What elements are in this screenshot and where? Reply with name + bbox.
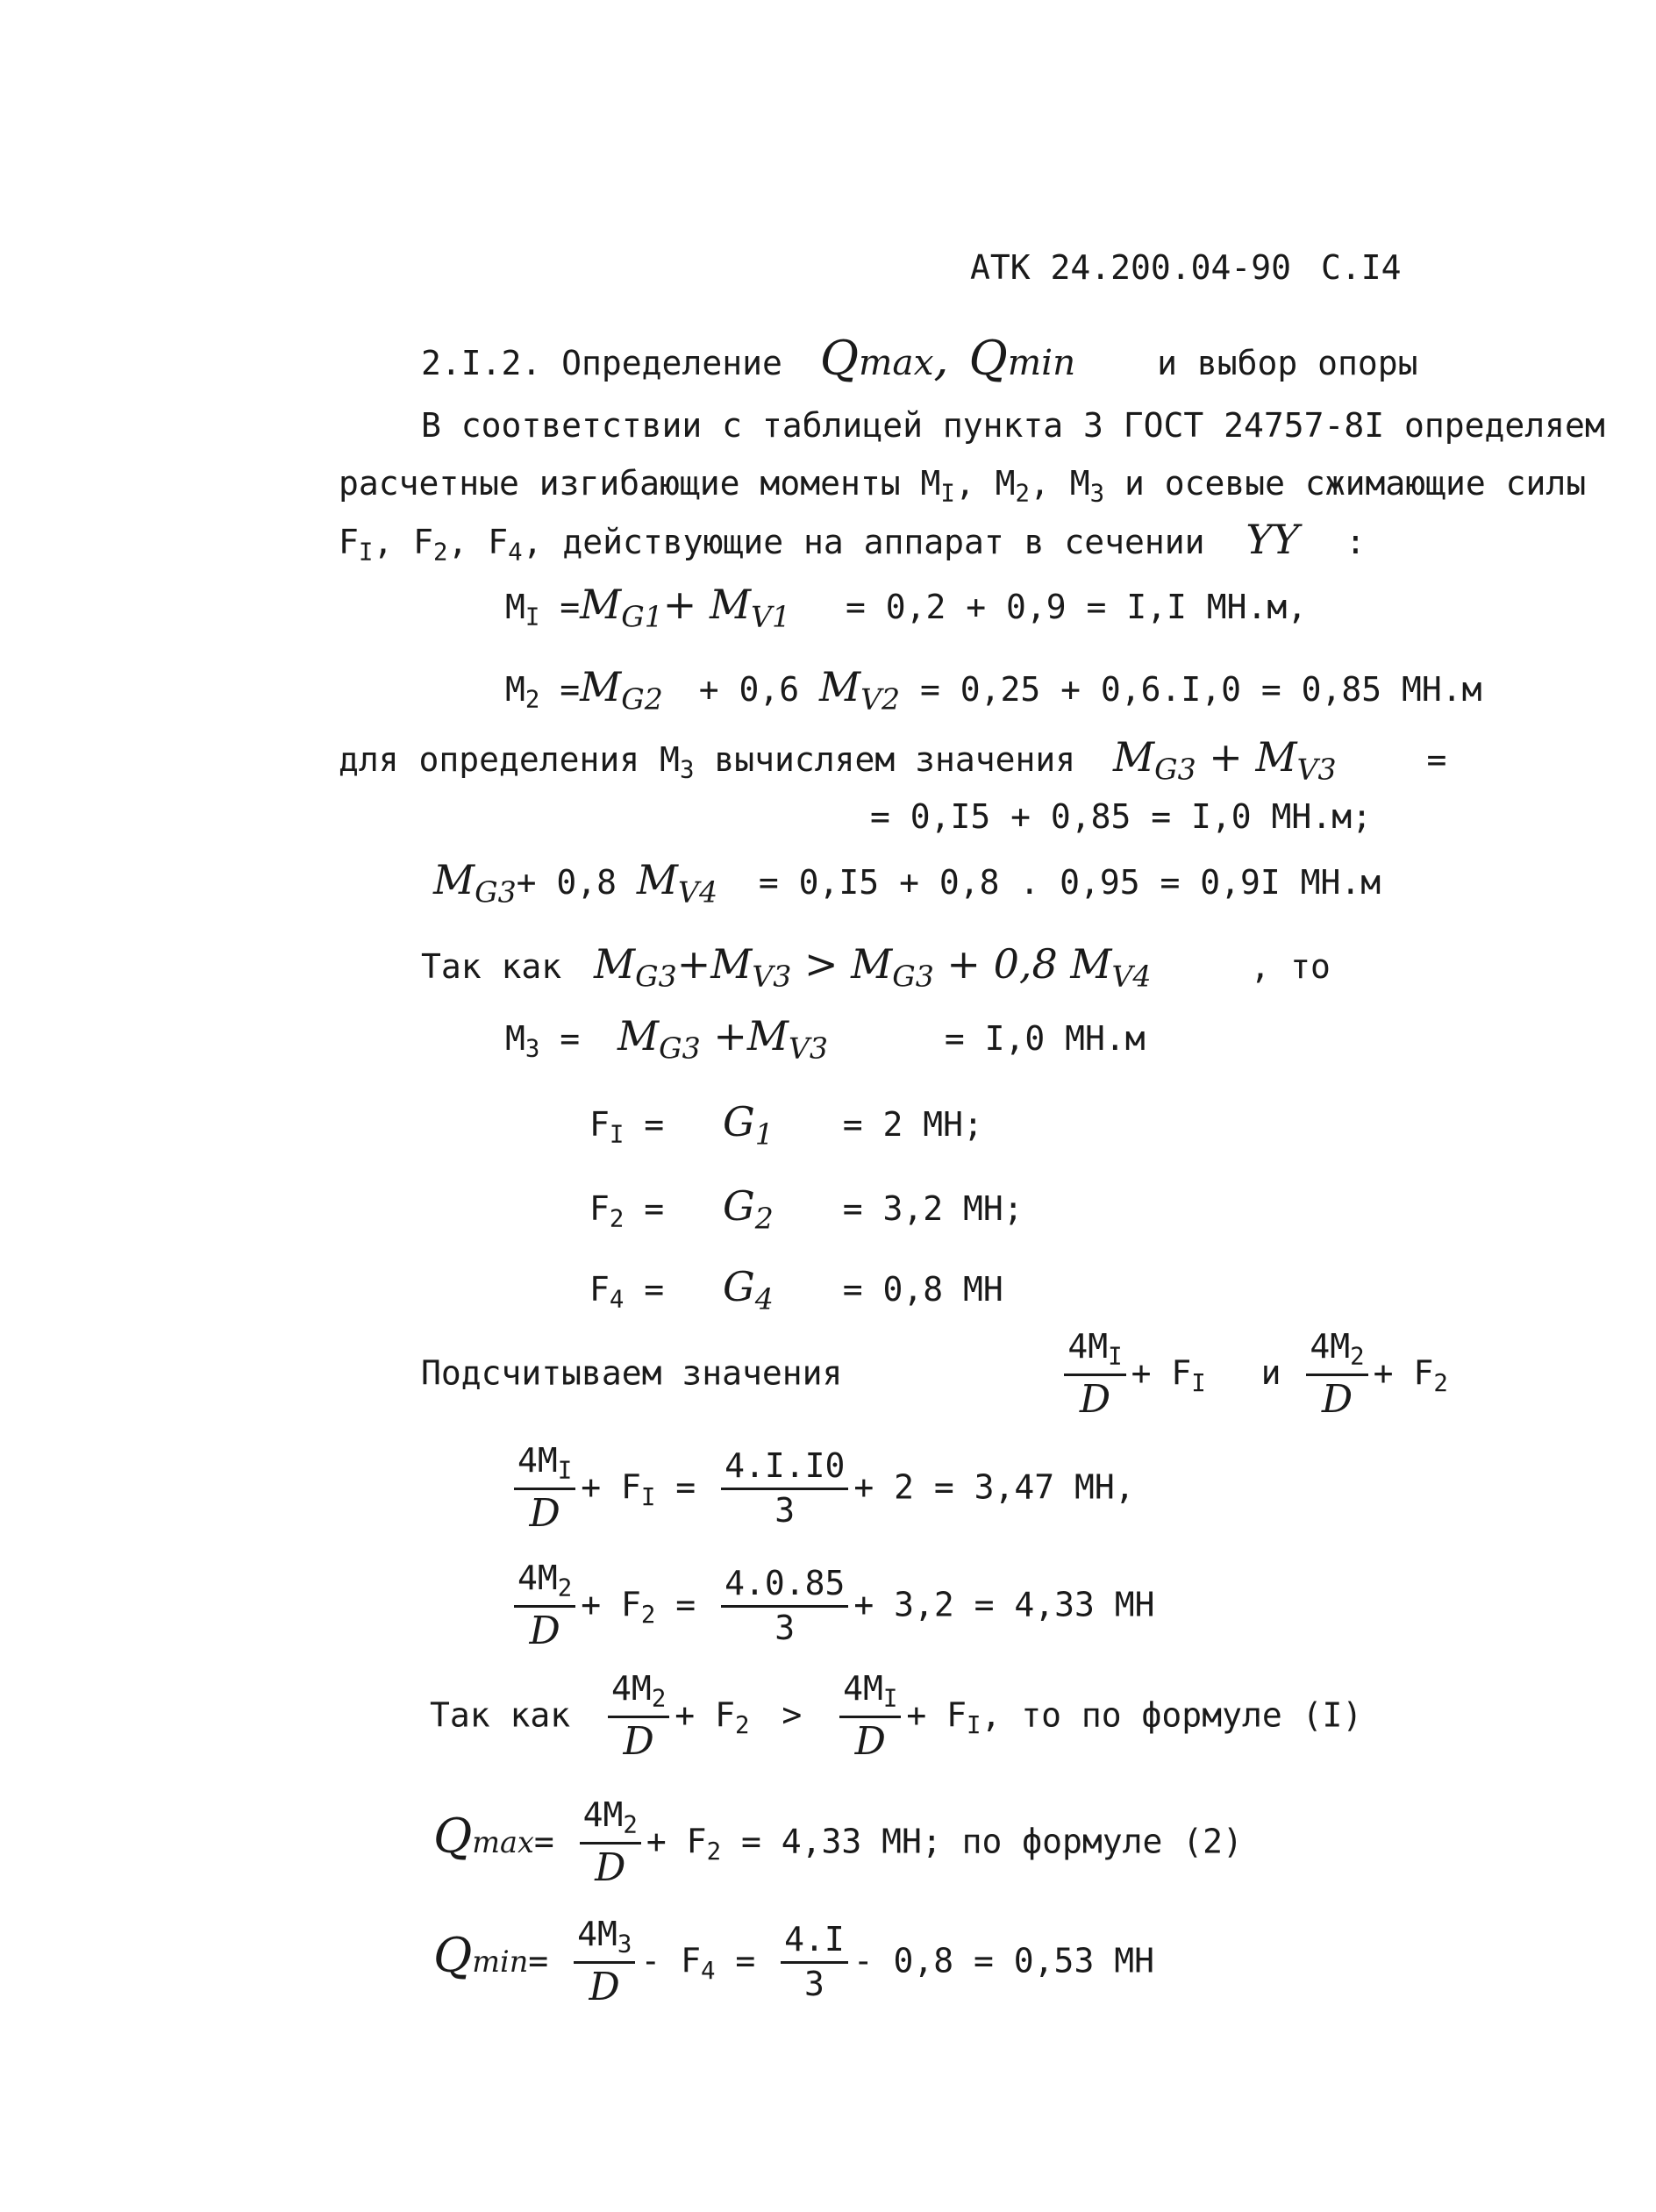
force-f4: $F_4 = G_4 = 0,8$ МН (589, 1263, 1003, 1316)
fraction-4m2-d: $\frac{4M_2}{D}$ (1306, 1330, 1367, 1421)
intro-line-3: $F_I$, $F_2$, $F_4$, действующие на аппарат в сечении YY : (339, 516, 1366, 567)
document-code: АТК 24.200.04-90 (970, 248, 1292, 287)
equation-m2: $M_2 =M_{G2} + 0,6$ $M_{V2} = 0,25 + 0,6.I,0 = 0,85$ МН.м (505, 663, 1482, 717)
section-word: Определение (561, 344, 782, 382)
q-max-symbol: Qmax (819, 331, 934, 386)
m3-intro: для определения $M_3$ вычисляем значения $M_{G3} + M_{V3}$ = (339, 733, 1447, 787)
intro-line-2: расчетные изгибающие моменты $M_I$, $M_2$, $M_3$ и осевые сжимающие силы (339, 464, 1587, 508)
equation-m3-final: $M_3 = M_{G3} +M_{V3} = I,0$ МН.м (505, 1012, 1146, 1066)
comparison-1: Так как $M_{G3}+M_{V3} > M_{G3} + 0,8$ $M_{V4}$ , то (421, 940, 1331, 994)
section-yy: YY (1246, 516, 1300, 563)
section-number: 2.I.2. (421, 344, 542, 382)
force-f2: $F_2 = G_2 = 3,2$ МН; (589, 1182, 1024, 1236)
section-heading: 2.I.2. Определение Qmax, Qmin и выбор опоры (421, 331, 1418, 386)
equation-m1: $M_I =M_{G1}+ M_{V1} = 0,2 + 0,9 = I,I$ МН.м, (505, 581, 1308, 634)
fraction-4m1-d: $\frac{4M_I}{D}$ (1064, 1330, 1125, 1421)
calculation-2: $\frac{4M_2}{D}$ + $F_2$ = $\frac{4.0.85}{3}$ + 3,2 = 4,33 МН (509, 1561, 1155, 1652)
intro-line-1: В соответствии с таблицей пункта 3 ГОСТ 24757-8I определяем (421, 406, 1605, 445)
q-min-symbol: Qmin (968, 331, 1076, 386)
section-tail: и выбор опоры (1157, 344, 1418, 382)
force-f1: $F_I = G_1 = 2$ МН; (589, 1098, 983, 1152)
m3-value: = 0,I5 + 0,85 = I,0 МН.м; (870, 797, 1372, 836)
equation-m3-alt: $M_{G3}+ 0,8$ $M_{V4} = 0,I5 + 0,8$ . 0,95 = 0,9I МН.м (433, 856, 1381, 910)
q-min-equation: Qmin= $\frac{4M_3}{D}$ - $F_4$ = $\frac{4.I}{3}$ - 0,8 = 0,53 МН (433, 1915, 1154, 2010)
page-number: С.I4 (1321, 248, 1402, 287)
q-max-equation: Qmax= $\frac{4M_2}{D}$ + $F_2 = 4,33$ МН; по формуле (2) (433, 1795, 1243, 1891)
comparison-2: Так как $\frac{4M_2}{D}$ + $F_2$ > $\frac{4M_I}{D}$ + $F_I$, то по формуле (I) (430, 1669, 1363, 1765)
calculation-1: $\frac{4M_I}{D}$ + $F_I$ = $\frac{4.I.I0}{3}$ + 2 = 3,47 МН, (509, 1444, 1135, 1535)
compute-line: Подсчитываем значения $\frac{4M_I}{D}$ + $F_I$ и $\frac{4M_2}{D}$ + $F_2$ (421, 1327, 1448, 1423)
